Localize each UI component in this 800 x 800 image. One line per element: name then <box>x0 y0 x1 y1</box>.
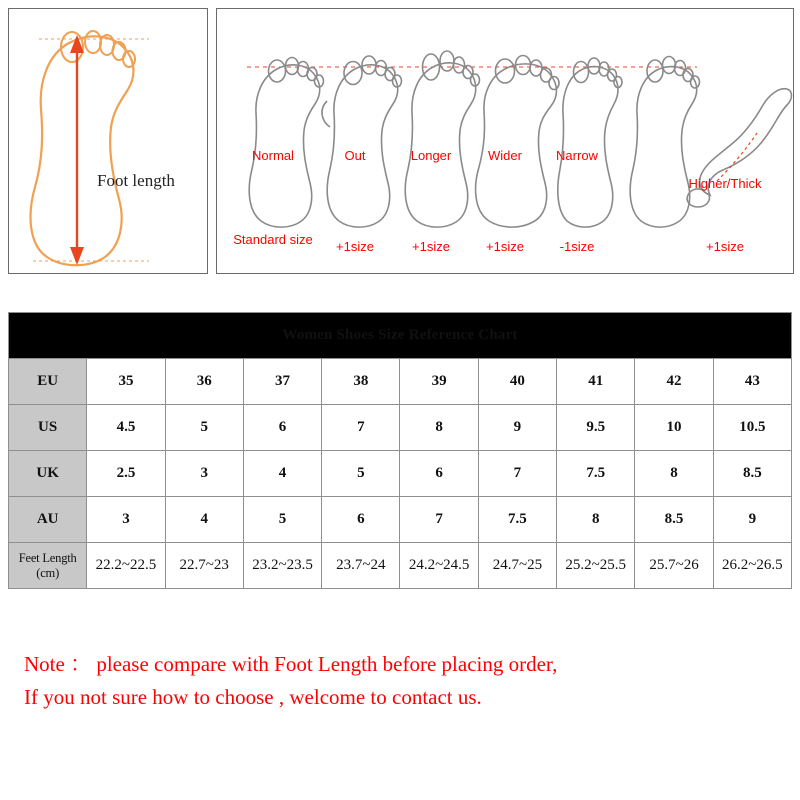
foot-length-panel <box>8 8 208 274</box>
cell-eu-5: 40 <box>478 359 556 405</box>
foot-length-label: Foot length <box>97 171 175 190</box>
foot-advice-longer: +1size <box>412 239 450 254</box>
row-label-au: AU <box>9 497 87 543</box>
size-table-container <box>8 312 792 589</box>
cell-eu-4: 39 <box>400 359 478 405</box>
foot-advice-wider: +1size <box>486 239 524 254</box>
cell-us-8: 10.5 <box>713 405 791 451</box>
cell-us-0: 4.5 <box>87 405 165 451</box>
foot-type-label-longer: Longer <box>410 148 452 163</box>
cell-eu-8: 43 <box>713 359 791 405</box>
cell-us-5: 9 <box>478 405 556 451</box>
foot-type-label-narrow: Narrow <box>556 148 598 163</box>
table-row <box>9 359 792 405</box>
cell-uk-2: 4 <box>243 451 321 497</box>
foot-types-panel <box>216 8 794 274</box>
cell-feet-3: 23.7~24 <box>322 543 400 589</box>
cell-uk-1: 3 <box>165 451 243 497</box>
foot-advice-higher-thick: +1size <box>706 239 744 254</box>
cell-eu-2: 37 <box>243 359 321 405</box>
cell-eu-7: 42 <box>635 359 713 405</box>
table-row <box>9 543 792 589</box>
cell-au-5: 7.5 <box>478 497 556 543</box>
cell-feet-8: 26.2~26.5 <box>713 543 791 589</box>
table-row <box>9 497 792 543</box>
table-row <box>9 405 792 451</box>
foot-type-label-normal: Normal <box>252 148 294 163</box>
row-label-feet-length-line1: Feet Length <box>18 551 77 566</box>
foot-advice-narrow: -1size <box>559 239 595 254</box>
cell-uk-8: 8.5 <box>713 451 791 497</box>
cell-feet-0: 22.2~22.5 <box>87 543 165 589</box>
cell-au-4: 7 <box>400 497 478 543</box>
cell-au-7: 8.5 <box>635 497 713 543</box>
cell-au-3: 6 <box>322 497 400 543</box>
foot-advice-normal: Standard size <box>233 232 313 247</box>
cell-au-1: 4 <box>165 497 243 543</box>
cell-us-6: 9.5 <box>557 405 635 451</box>
cell-eu-1: 36 <box>165 359 243 405</box>
foot-type-label-out: Out <box>344 148 366 163</box>
foot-advice-out: +1size <box>336 239 374 254</box>
cell-uk-3: 5 <box>322 451 400 497</box>
cell-feet-2: 23.2~23.5 <box>243 543 321 589</box>
cell-eu-3: 38 <box>322 359 400 405</box>
cell-feet-6: 25.2~25.5 <box>557 543 635 589</box>
cell-us-2: 6 <box>243 405 321 451</box>
cell-au-6: 8 <box>557 497 635 543</box>
table-title-row <box>9 313 792 359</box>
table-row <box>9 451 792 497</box>
cell-au-0: 3 <box>87 497 165 543</box>
cell-us-4: 8 <box>400 405 478 451</box>
cell-eu-0: 35 <box>87 359 165 405</box>
foot-type-label-higher-thick: Higher/Thick <box>688 176 762 191</box>
row-label-feet-length <box>9 543 87 589</box>
cell-feet-5: 24.7~25 <box>478 543 556 589</box>
cell-uk-7: 8 <box>635 451 713 497</box>
table-title: Women Shoes Size Reference Chart <box>9 313 792 359</box>
foot-outline-icon <box>9 9 207 273</box>
cell-au-2: 5 <box>243 497 321 543</box>
cell-au-8: 9 <box>713 497 791 543</box>
cell-us-7: 10 <box>635 405 713 451</box>
cell-uk-4: 6 <box>400 451 478 497</box>
row-label-us: US <box>9 405 87 451</box>
cell-feet-4: 24.2~24.5 <box>400 543 478 589</box>
note-line-2: If you not sure how to choose , welcome to contact us. <box>24 684 482 709</box>
cell-us-3: 7 <box>322 405 400 451</box>
note-line-1: Note ： please compare with Foot Length before placing order, <box>24 652 558 676</box>
cell-uk-5: 7 <box>478 451 556 497</box>
cell-uk-0: 2.5 <box>87 451 165 497</box>
cell-feet-1: 22.7~23 <box>165 543 243 589</box>
size-reference-table <box>8 312 792 589</box>
row-label-eu: EU <box>9 359 87 405</box>
row-label-feet-length-line2: (cm) <box>36 565 60 580</box>
cell-eu-6: 41 <box>557 359 635 405</box>
top-illustrations-row <box>0 0 800 282</box>
row-label-uk: UK <box>9 451 87 497</box>
note-block <box>24 648 784 713</box>
cell-uk-6: 7.5 <box>557 451 635 497</box>
cell-us-1: 5 <box>165 405 243 451</box>
foot-type-label-wider: Wider <box>488 148 522 163</box>
cell-feet-7: 25.7~26 <box>635 543 713 589</box>
